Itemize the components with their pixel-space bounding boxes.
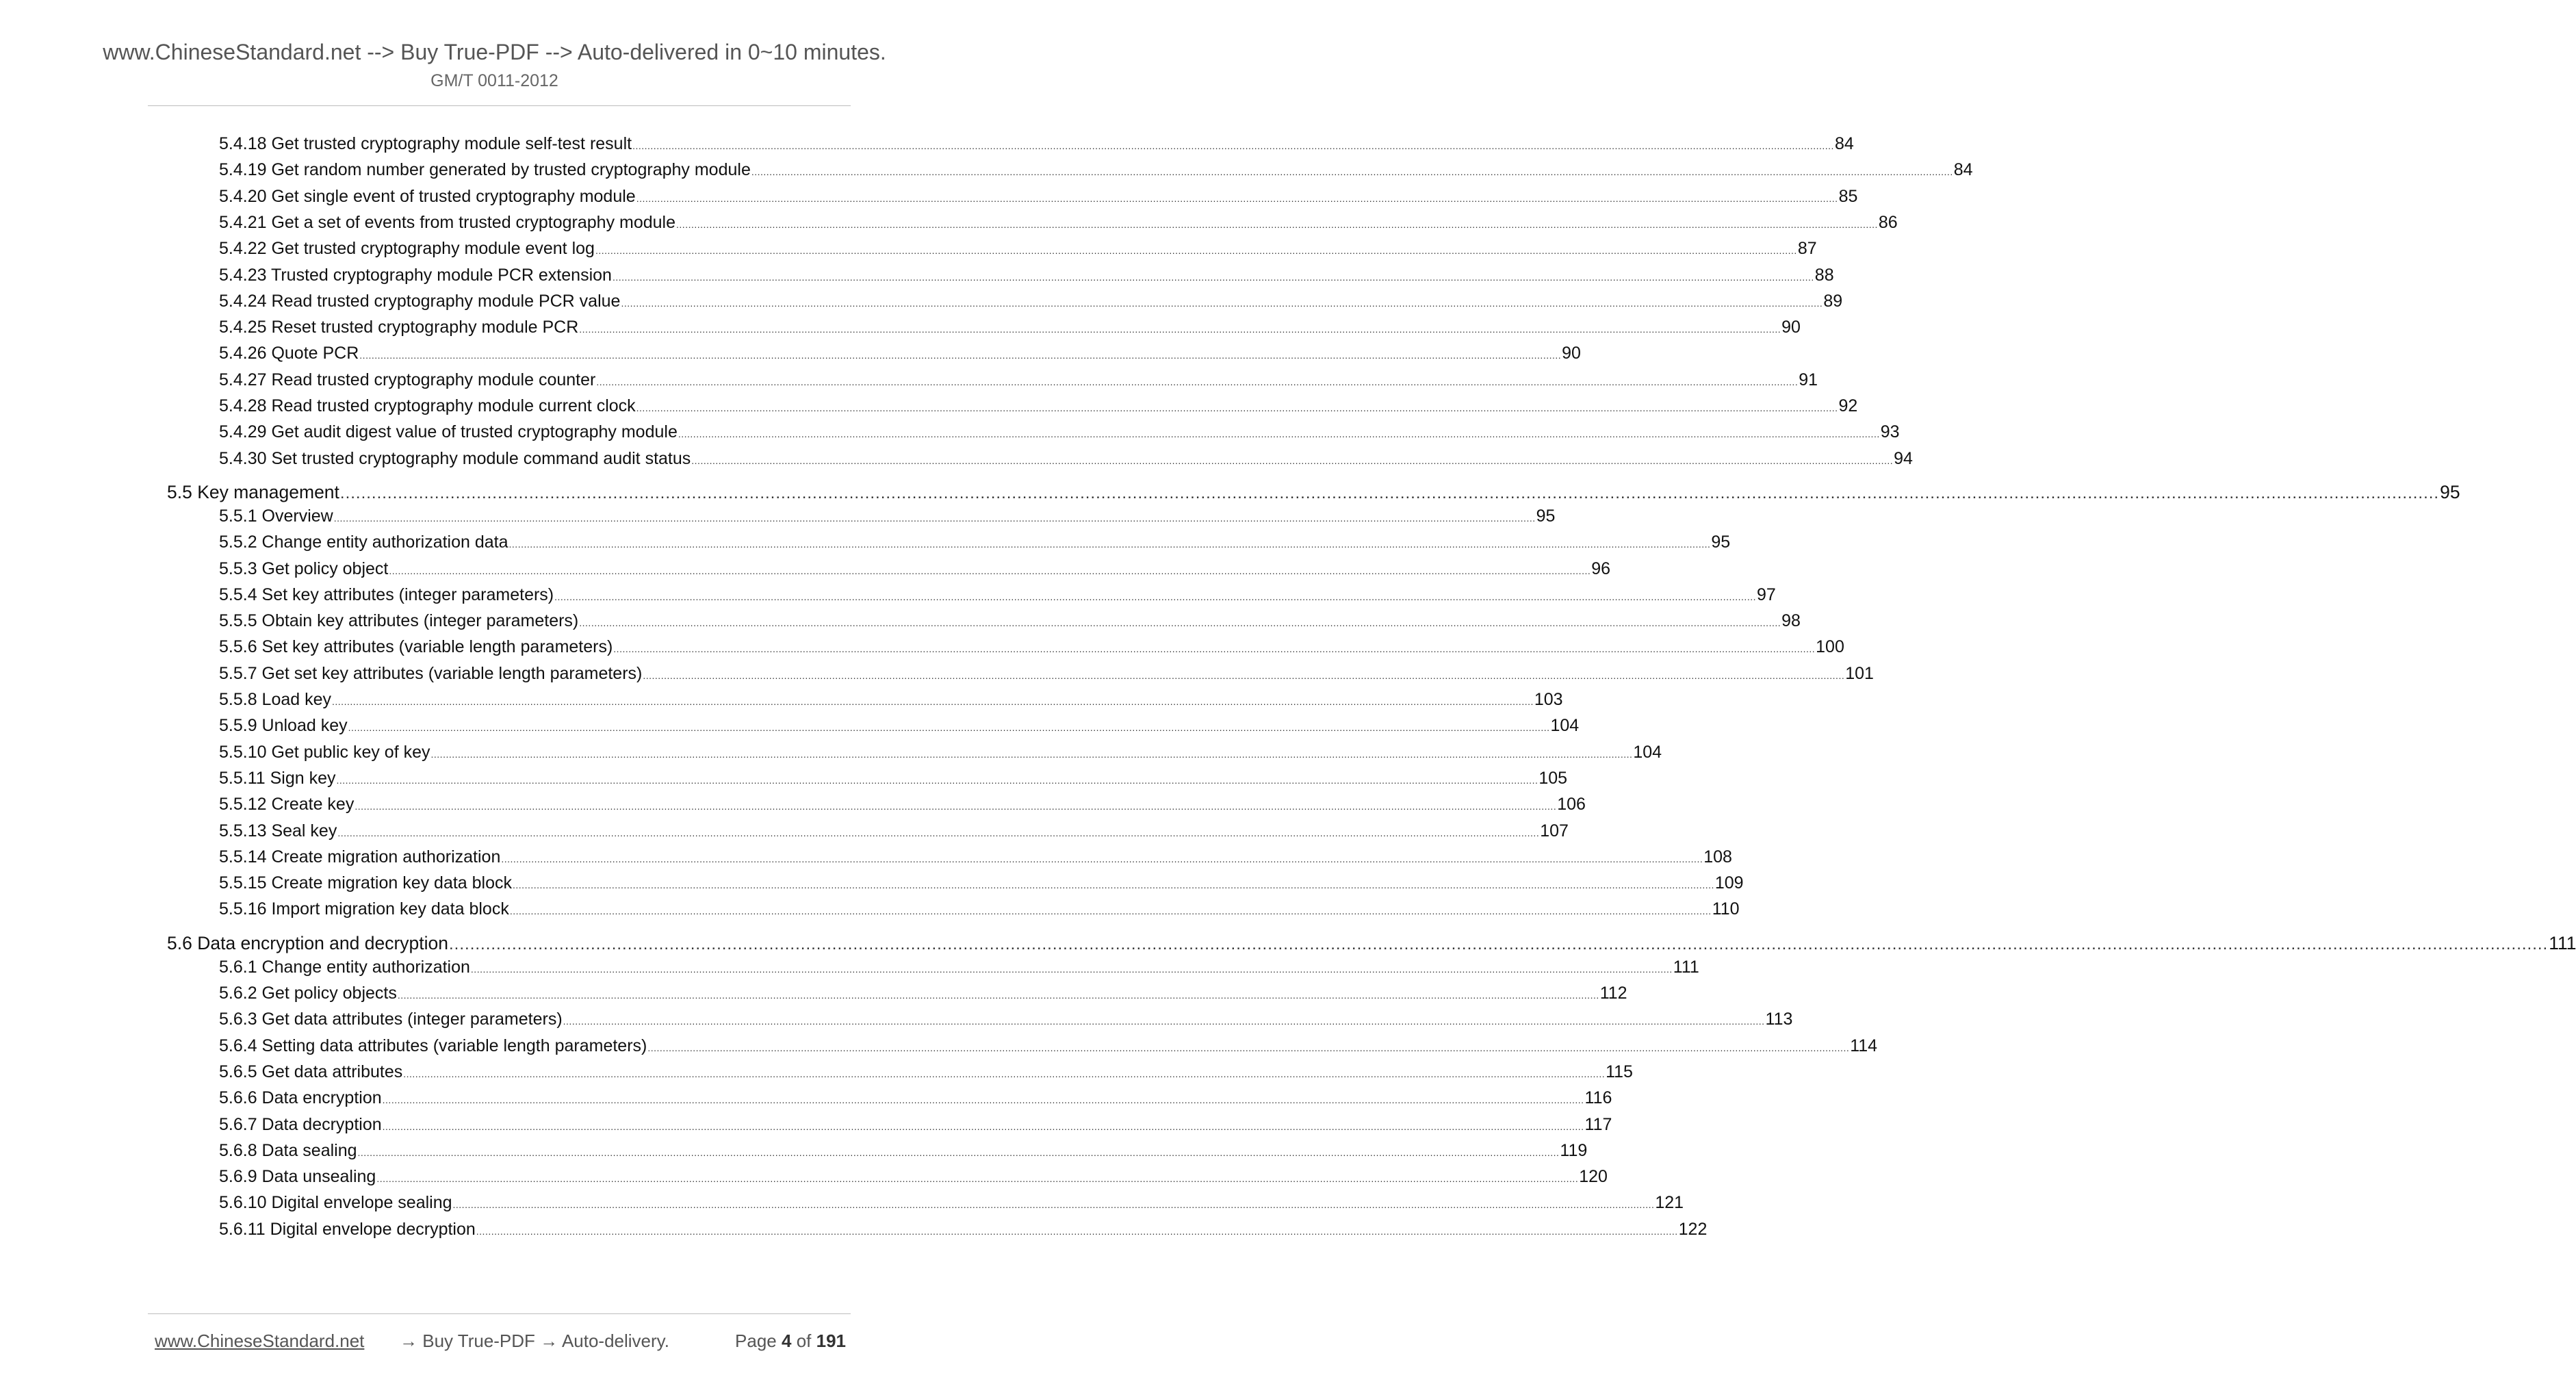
- toc-entry-page: 95: [1711, 532, 1731, 552]
- dot-leader: ................................................................................................................................................................................................................................................................................................................................................................................................................: [359, 350, 1562, 361]
- toc-entry-label: 5.6 Data encryption and decryption: [167, 932, 449, 953]
- page-prefix: Page: [735, 1331, 777, 1351]
- toc-entry-label: 5.4.21 Get a set of events from trusted cryptography module: [219, 212, 676, 232]
- toc-entry[interactable]: [219, 506, 1556, 532]
- dot-leader: ................................................................................................................................................................................................................................................................................................................................................................................................................: [397, 990, 1599, 1001]
- toc-entry-page: 88: [1814, 265, 1834, 285]
- toc-entry[interactable]: [219, 716, 1580, 742]
- dot-leader: ................................................................................................................................................................................................................................................................................................................................................................................................................: [636, 402, 1838, 413]
- toc-entry[interactable]: [219, 422, 1900, 448]
- toc-entry[interactable]: [219, 134, 1854, 160]
- toc-entry-page: 91: [1799, 370, 1818, 389]
- toc-entry-label: 5.5.9 Unload key: [219, 716, 348, 736]
- toc-entry[interactable]: [219, 957, 1699, 984]
- toc-entry-page: 115: [1606, 1062, 1633, 1081]
- toc-entry-label: 5.5.3 Get policy object: [219, 559, 389, 578]
- toc-entry-label: 5.4.25 Reset trusted cryptography module PCR: [219, 318, 579, 337]
- dot-leader: ................................................................................................................................................................................................................................................................................................................................................................................................................: [337, 827, 1540, 838]
- toc-entry-label: 5.5.10 Get public key of key: [219, 742, 430, 762]
- toc-entry[interactable]: [219, 186, 1858, 213]
- toc-entry[interactable]: [219, 396, 1858, 422]
- dot-leader: ................................................................................................................................................................................................................................................................................................................................................................................................................: [678, 428, 1880, 440]
- dot-leader: ................................................................................................................................................................................................................................................................................................................................................................................................................: [554, 591, 1756, 602]
- toc-entry-label: 5.6.2 Get policy objects: [219, 984, 397, 1003]
- toc-entry-label: 5.5 Key management: [167, 481, 339, 502]
- toc-entry[interactable]: [219, 663, 1874, 690]
- toc-entry-label: 5.6.1 Change entity authorization: [219, 957, 470, 977]
- page-total: 191: [816, 1331, 846, 1351]
- toc-entry-label: 5.4.23 Trusted cryptography module PCR extension: [219, 265, 612, 285]
- toc-entry-label: 5.5.16 Import migration key data block: [219, 899, 509, 919]
- toc-entry-label: 5.5.5 Obtain key attributes (integer parameters): [219, 611, 579, 631]
- dot-leader: ................................................................................................................................................................................................................................................................................................................................................................................................................: [636, 192, 1838, 204]
- toc-entry-label: 5.5.6 Set key attributes (variable length parameters): [219, 637, 613, 657]
- toc-entry[interactable]: [219, 1193, 1684, 1219]
- dot-leader: ................................................................................................................................................................................................................................................................................................................................................................................................................: [336, 774, 1538, 786]
- dot-leader: ................................................................................................................................................................................................................................................................................................................................................................................................................: [357, 1146, 1560, 1158]
- toc-entry-label: 5.4.29 Get audit digest value of trusted cryptography module: [219, 422, 678, 442]
- toc-entry-page: 90: [1781, 318, 1801, 337]
- toc-entry-label: 5.4.26 Quote PCR: [219, 344, 359, 363]
- toc-entry-page: 109: [1714, 873, 1744, 893]
- dot-leader: ................................................................................................................................................................................................................................................................................................................................................................................................................: [643, 669, 1845, 681]
- dot-leader: ................................................................................................................................................................................................................................................................................................................................................................................................................: [647, 1042, 1850, 1053]
- toc-entry-page: 84: [1834, 134, 1854, 153]
- toc-entry-page: 86: [1878, 212, 1898, 232]
- dot-leader: ................................................................................................................................................................................................................................................................................................................................................................................................................: [501, 853, 1703, 864]
- toc-entry-label: 5.4.20 Get single event of trusted cryptography module: [219, 186, 636, 206]
- dot-leader: ................................................................................................................................................................................................................................................................................................................................................................................................................: [389, 565, 1591, 576]
- toc-entry[interactable]: [219, 160, 1973, 186]
- toc-entry-label: 5.4.24 Read trusted cryptography module PCR value: [219, 291, 621, 311]
- footer-website-link[interactable]: www.ChineseStandard.net: [155, 1331, 365, 1351]
- toc-entry-label: 5.6.7 Data decryption: [219, 1114, 382, 1134]
- dot-leader: ................................................................................................................................................................................................................................................................................................................................................................................................................: [332, 696, 1534, 707]
- toc-entry[interactable]: [219, 532, 1731, 559]
- dot-leader: ................................................................................................................................................................................................................................................................................................................................................................................................................: [452, 1199, 1655, 1211]
- document-code: GM/T 0011-2012: [430, 71, 558, 90]
- toc-entry[interactable]: [219, 1140, 1588, 1167]
- toc-entry[interactable]: [219, 690, 1563, 716]
- toc-entry-page: 89: [1823, 291, 1843, 311]
- dot-leader: ................................................................................................................................................................................................................................................................................................................................................................................................................: [509, 906, 1712, 917]
- toc-entry-page: 103: [1534, 690, 1563, 709]
- toc-entry-page: 93: [1880, 422, 1900, 442]
- toc-entry[interactable]: [219, 239, 1817, 265]
- toc-entry[interactable]: [219, 1219, 1708, 1246]
- toc-entry-page: 104: [1550, 716, 1580, 736]
- dot-leader: ................................................................................................................................................................................................................................................................................................................................................................................................................: [449, 934, 2549, 953]
- dot-leader: ................................................................................................................................................................................................................................................................................................................................................................................................................: [382, 1120, 1584, 1132]
- dot-leader: ................................................................................................................................................................................................................................................................................................................................................................................................................: [579, 324, 1781, 335]
- toc-entry-page: 95: [2440, 481, 2460, 502]
- toc-entry-label: 5.4.19 Get random number generated by trusted cryptography module: [219, 160, 751, 180]
- toc-entry-page: 97: [1756, 585, 1776, 604]
- toc-entry-label: 5.6.10 Digital envelope sealing: [219, 1193, 452, 1213]
- toc-entry-label: 5.5.14 Create migration authorization: [219, 847, 501, 867]
- toc-entry-label: 5.6.4 Setting data attributes (variable length parameters): [219, 1036, 647, 1055]
- toc-entry[interactable]: [219, 585, 1776, 611]
- toc-entry-page: 107: [1540, 821, 1569, 840]
- toc-entry[interactable]: [219, 742, 1662, 769]
- toc-entry-label: 5.5.13 Seal key: [219, 821, 337, 840]
- toc-entry[interactable]: [219, 873, 1744, 899]
- toc-entry-label: 5.6.3 Get data attributes (integer parameters): [219, 1010, 563, 1029]
- toc-entry-label: 5.5.8 Load key: [219, 690, 332, 709]
- footer-tagline: → Buy True-PDF → Auto-delivery.: [400, 1331, 669, 1351]
- toc-entry-page: 114: [1850, 1036, 1878, 1055]
- page-of: of: [796, 1331, 812, 1351]
- toc-entry-label: 5.5.11 Sign key: [219, 768, 336, 788]
- toc-entry-page: 90: [1562, 344, 1581, 363]
- toc-entry-page: 112: [1599, 984, 1627, 1003]
- toc-entry-page: 104: [1633, 742, 1662, 762]
- toc-entry[interactable]: [219, 1010, 1793, 1036]
- toc-entry[interactable]: [219, 768, 1568, 795]
- toc-entry-page: 110: [1712, 899, 1740, 919]
- dot-leader: ................................................................................................................................................................................................................................................................................................................................................................................................................: [376, 1173, 1579, 1185]
- toc-entry-page: 101: [1845, 663, 1874, 683]
- toc-entry-page: 116: [1584, 1088, 1612, 1108]
- header-divider: [148, 105, 851, 106]
- toc-entry-page: 94: [1894, 448, 1913, 468]
- toc-entry[interactable]: [219, 611, 1801, 637]
- toc-entry[interactable]: [219, 318, 1801, 344]
- dot-leader: ................................................................................................................................................................................................................................................................................................................................................................................................................: [751, 166, 1953, 178]
- dot-leader: ................................................................................................................................................................................................................................................................................................................................................................................................................: [612, 271, 1814, 283]
- dot-leader: ................................................................................................................................................................................................................................................................................................................................................................................................................: [382, 1094, 1584, 1106]
- toc-entry[interactable]: [219, 212, 1898, 239]
- toc-entry-label: 5.5.2 Change entity authorization data: [219, 532, 508, 552]
- toc-entry-page: 117: [1584, 1114, 1612, 1134]
- toc-entry[interactable]: [219, 1036, 1878, 1062]
- page-number: [735, 1331, 846, 1352]
- toc-entry-page: 98: [1781, 611, 1801, 631]
- toc-entry-label: 5.5.7 Get set key attributes (variable length parameters): [219, 663, 643, 683]
- toc-entry[interactable]: [219, 821, 1569, 847]
- toc-entry[interactable]: [219, 984, 1627, 1010]
- toc-entry-page: 84: [1953, 160, 1973, 180]
- dot-leader: ................................................................................................................................................................................................................................................................................................................................................................................................................: [348, 722, 1550, 734]
- toc-entry[interactable]: [219, 637, 1844, 663]
- toc-entry[interactable]: [219, 1114, 1612, 1141]
- page-footer: [155, 1331, 846, 1358]
- toc-entry-label: 5.6.11 Digital envelope decryption: [219, 1219, 476, 1239]
- toc-entry-label: 5.4.22 Get trusted cryptography module event log: [219, 239, 595, 259]
- toc-entry-label: 5.4.27 Read trusted cryptography module counter: [219, 370, 596, 389]
- toc-entry-page: 122: [1678, 1219, 1708, 1239]
- toc-entry[interactable]: [219, 344, 1581, 370]
- toc-entry-page: 87: [1797, 239, 1817, 259]
- toc-entry[interactable]: [219, 1167, 1608, 1193]
- toc-entry[interactable]: [219, 559, 1611, 585]
- dot-leader: ................................................................................................................................................................................................................................................................................................................................................................................................................: [621, 297, 1823, 309]
- toc-entry[interactable]: [219, 291, 1843, 318]
- toc-entry-label: 5.6.8 Data sealing: [219, 1140, 357, 1160]
- toc-entry-label: 5.5.15 Create migration key data block: [219, 873, 513, 893]
- dot-leader: ................................................................................................................................................................................................................................................................................................................................................................................................................: [563, 1016, 1765, 1027]
- dot-leader: ................................................................................................................................................................................................................................................................................................................................................................................................................: [596, 376, 1799, 387]
- toc-entry-label: 5.4.30 Set trusted cryptography module command audit status: [219, 448, 691, 468]
- dot-leader: ................................................................................................................................................................................................................................................................................................................................................................................................................: [476, 1225, 1678, 1237]
- toc-entry[interactable]: [219, 265, 1834, 292]
- toc-entry-page: 121: [1655, 1193, 1684, 1213]
- toc-entry[interactable]: [219, 370, 1818, 396]
- toc-entry-page: 113: [1765, 1010, 1793, 1029]
- toc-entry[interactable]: [219, 847, 1732, 873]
- toc-entry-page: 96: [1591, 559, 1611, 578]
- toc-entry[interactable]: [219, 795, 1586, 821]
- footer-divider: [148, 1313, 851, 1314]
- toc-entry-label: 5.4.28 Read trusted cryptography module current clock: [219, 396, 636, 415]
- dot-leader: ................................................................................................................................................................................................................................................................................................................................................................................................................: [355, 801, 1557, 812]
- dot-leader: ................................................................................................................................................................................................................................................................................................................................................................................................................: [430, 748, 1633, 760]
- dot-leader: ................................................................................................................................................................................................................................................................................................................................................................................................................: [595, 245, 1797, 257]
- toc-entry-page: 95: [1536, 506, 1556, 526]
- toc-entry-page: 100: [1816, 637, 1844, 657]
- toc-entry-page: 120: [1579, 1167, 1608, 1187]
- toc-entry[interactable]: [219, 448, 1913, 475]
- dot-leader: ................................................................................................................................................................................................................................................................................................................................................................................................................: [513, 880, 1714, 891]
- dot-leader: ................................................................................................................................................................................................................................................................................................................................................................................................................: [613, 643, 1816, 655]
- dot-leader: ................................................................................................................................................................................................................................................................................................................................................................................................................: [403, 1068, 1606, 1079]
- toc-entry-label: 5.5.1 Overview: [219, 506, 333, 526]
- toc-entry-page: 105: [1538, 768, 1568, 788]
- toc-entry-page: 111: [1673, 957, 1699, 977]
- dot-leader: ................................................................................................................................................................................................................................................................................................................................................................................................................: [691, 454, 1894, 466]
- page-current: 4: [781, 1331, 792, 1351]
- toc-entry-label: 5.6.9 Data unsealing: [219, 1167, 376, 1187]
- toc-entry-label: 5.5.12 Create key: [219, 795, 355, 814]
- toc-entry-page: 106: [1557, 795, 1586, 814]
- toc-entry-page: 111: [2549, 932, 2576, 953]
- toc-entry-label: 5.5.4 Set key attributes (integer parameters): [219, 585, 554, 604]
- toc-entry-page: 92: [1838, 396, 1858, 415]
- dot-leader: ................................................................................................................................................................................................................................................................................................................................................................................................................: [470, 963, 1673, 975]
- dot-leader: ................................................................................................................................................................................................................................................................................................................................................................................................................: [676, 218, 1878, 230]
- dot-leader: ................................................................................................................................................................................................................................................................................................................................................................................................................: [508, 539, 1711, 550]
- toc-entry[interactable]: [219, 1062, 1633, 1088]
- dot-leader: ................................................................................................................................................................................................................................................................................................................................................................................................................: [333, 512, 1536, 524]
- toc-entry[interactable]: [219, 899, 1740, 925]
- dot-leader: ................................................................................................................................................................................................................................................................................................................................................................................................................: [632, 140, 1834, 151]
- toc-entry-page: 85: [1838, 186, 1858, 206]
- dot-leader: ................................................................................................................................................................................................................................................................................................................................................................................................................: [579, 617, 1781, 629]
- header-banner: www.ChineseStandard.net --> Buy True-PDF --> Auto-delivered in 0~10 minutes.: [103, 40, 886, 64]
- toc-entry-label: 5.6.5 Get data attributes: [219, 1062, 403, 1081]
- toc-entry-label: 5.6.6 Data encryption: [219, 1088, 382, 1108]
- toc-entry-page: 108: [1703, 847, 1732, 867]
- toc-entry-page: 119: [1560, 1140, 1588, 1160]
- toc-entry-label: 5.4.18 Get trusted cryptography module self-test result: [219, 134, 632, 153]
- dot-leader: ................................................................................................................................................................................................................................................................................................................................................................................................................: [339, 483, 2440, 502]
- toc-entry[interactable]: [219, 1088, 1612, 1114]
